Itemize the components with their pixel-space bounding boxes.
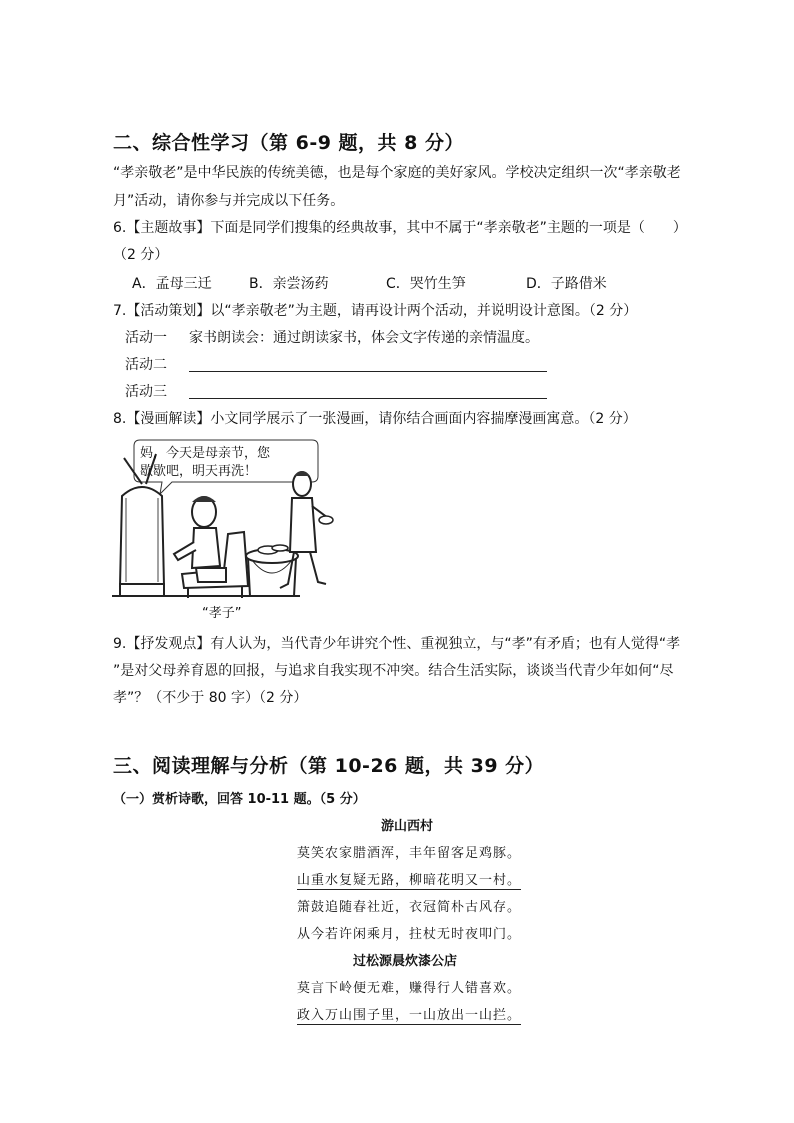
poem2-line-2: 政入万山围子里，一山放出一山拦。 [297,1004,521,1025]
q8-stem: 8.【漫画解读】小文同学展示了一张漫画，请你结合画面内容揣摩漫画寓意。（2 分） [113,411,637,427]
poem1-line-2: 山重水复疑无路，柳暗花明又一村。 [297,869,521,890]
q6-option-a: A．孟母三迁 [132,276,212,292]
intro-line-2: 月”活动，请你参与并完成以下任务。 [113,193,345,209]
poem2-line-1: 莫言下岭便无难，赚得行人错喜欢。 [297,981,522,996]
intro-line-1: “孝亲敬老”是中华民族的传统美德，也是每个家庭的美好家风。学校决定组织一次“孝亲敬老 [113,165,681,181]
q7-activity1-label: 活动一 [125,330,167,346]
q6-option-b: B．亲尝汤药 [249,276,329,292]
q6-option-d: D．子路借米 [526,276,607,292]
q7-activity3-answer-line[interactable] [189,398,547,399]
cartoon-caption: “孝子” [202,606,242,621]
q6-score: （2 分） [113,247,169,263]
section3-title: 三、阅读理解与分析（第 10-26 题，共 39 分） [113,755,545,777]
q7-activity3-label: 活动三 [125,384,167,400]
q7-activity2-label: 活动二 [125,357,167,373]
q7-activity1-text: 家书朗读会：通过朗读家书，体会文字传递的亲情温度。 [189,330,539,346]
section3-sub1: （一）赏析诗歌，回答 10-11 题。（5 分） [113,792,366,807]
poem1-line-1: 莫笑农家腊酒浑，丰年留客足鸡豚。 [297,846,522,861]
cartoon-speech-line-1: 妈，今天是母亲节，您 [140,446,271,461]
cartoon-speech-line-2: 歇歇吧，明天再洗！ [140,464,258,479]
poem1-line-3: 箫鼓追随春社近，衣冠简朴古风存。 [297,900,522,915]
q9-line-3: 孝”？（不少于 80 字）（2 分） [113,690,308,706]
section2-title: 二、综合性学习（第 6-9 题，共 8 分） [113,132,465,154]
q9-line-1: 9.【抒发观点】有人认为，当代青少年讲究个性、重视独立，与“孝”有矛盾；也有人觉得“孝 [113,636,681,652]
q7-stem: 7.【活动策划】以“孝亲敬老”为主题，请再设计两个活动，并说明设计意图。（2 分） [113,303,638,319]
poem2-title: 过松源晨炊漆公店 [353,954,458,969]
cartoon-illustration [112,436,344,626]
q6-option-c: C．哭竹生笋 [386,276,466,292]
q6-stem: 6.【主题故事】下面是同学们搜集的经典故事，其中不属于“孝亲敬老”主题的一项是（ ） [113,220,687,236]
q9-line-2: ”是对父母养育恩的回报，与追求自我实现不冲突。结合生活实际，谈谈当代青少年如何“尽 [113,663,674,679]
poem1-title: 游山西村 [381,819,434,834]
poem1-line-4: 从今若许闲乘月，拄杖无时夜叩门。 [297,927,522,942]
q7-activity2-answer-line[interactable] [189,371,547,372]
